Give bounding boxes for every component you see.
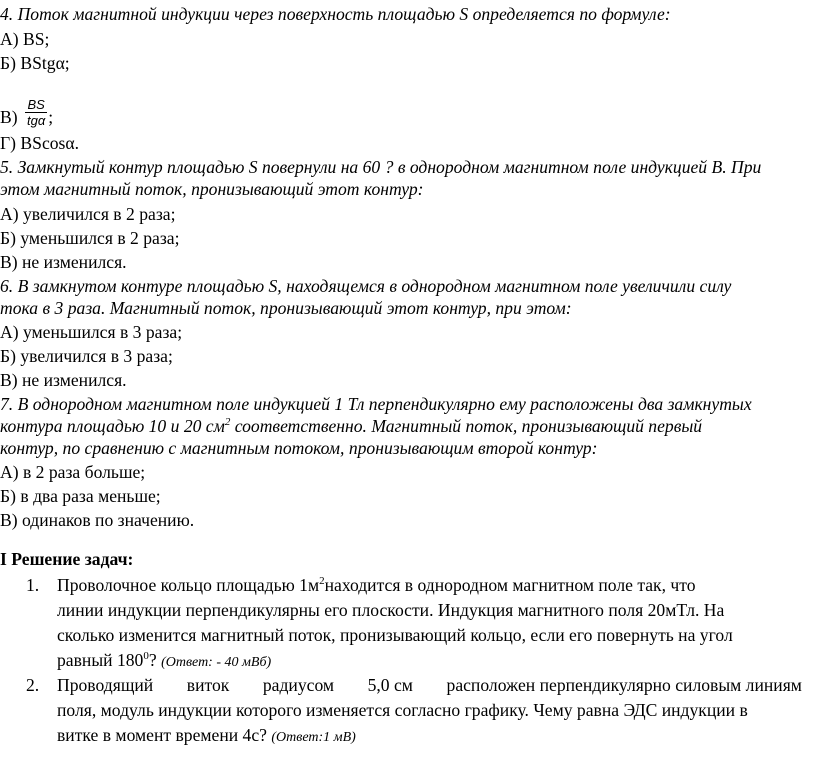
q7-superscript: 2 xyxy=(224,416,231,429)
q5-question-line-2: этом магнитный поток, пронизывающий этот контур: xyxy=(0,179,424,199)
q7-question-line-2 xyxy=(0,416,702,436)
section-heading: I Решение задач: xyxy=(0,549,134,569)
problem-2-word-3: радиусом xyxy=(262,675,335,695)
q7-option-b: Б) в два раза меньше; xyxy=(0,486,161,506)
q6-question-line-1: 6. В замкнутом контуре площадью S, находящемся в однородном магнитном поле увеличили силу xyxy=(0,276,732,296)
problem-2-word-4: 5,0 см xyxy=(367,675,413,695)
problem-2-word-1: Проводящий xyxy=(57,675,154,695)
q4-option-a: А) BS; xyxy=(0,29,50,49)
problem-1-degree-superscript: 0 xyxy=(143,650,149,663)
q6-option-a: А) уменьшился в 3 раза; xyxy=(0,322,183,342)
problem-1-line-1-end: находится в однородном магнитном поле так, что xyxy=(324,575,696,595)
q6-question-line-2: тока в 3 раза. Магнитный поток, пронизывающий этот контур, при этом: xyxy=(0,298,572,318)
problem-2-line-2: поля, модуль индукции которого изменяется согласно графику. Чему равна ЭДС индукции в xyxy=(57,700,748,720)
fraction-denominator: tgα xyxy=(27,113,46,128)
q5-option-a: А) увеличился в 2 раза; xyxy=(0,204,176,224)
q7-option-c: В) одинаков по значению. xyxy=(0,510,195,530)
problem-1-answer: (Ответ: - 40 мВб) xyxy=(161,655,272,670)
problem-2-word-2: виток xyxy=(186,675,230,695)
q5-option-b: Б) уменьшился в 2 раза; xyxy=(0,228,180,248)
problem-1-line-2: линии индукции перпендикулярны его плоскости. Индукция магнитного поля 20мТл. На xyxy=(57,600,725,620)
q4-option-c xyxy=(0,97,54,134)
q4-formula-fraction xyxy=(25,98,47,128)
q4-option-c-label: В) xyxy=(0,107,18,128)
q7-question-line-1: 7. В однородном магнитном поле индукцией 1 Тл перпендикулярно ему расположены два замкнутых xyxy=(0,394,752,414)
q5-option-c: В) не изменился. xyxy=(0,252,127,272)
problem-1-line-4-end: ? xyxy=(148,650,157,670)
q7-line-2-end: соответственно. Магнитный поток, пронизывающий первый xyxy=(230,416,703,436)
q7-question-line-3: контур, по сравнению с магнитным потоком, пронизывающим второй контур: xyxy=(0,438,598,458)
q5-question-line-1: 5. Замкнутый контур площадью S повернули на 60 ? в однородном магнитном поле индукцией В. При xyxy=(0,157,762,177)
q7-option-a: А) в 2 раза больше; xyxy=(0,462,146,482)
q4-question: 4. Поток магнитной индукции через поверхность площадью S определяется по формуле: xyxy=(0,4,671,24)
problem-2-line-3 xyxy=(57,725,356,748)
q6-option-b: Б) увеличился в 3 раза; xyxy=(0,346,173,366)
problem-2-word-5: расположен перпендикулярно силовым линиям xyxy=(446,675,802,695)
problem-1-line-3: сколько изменится магнитный поток, пронизывающий кольцо, если его повернуть на угол xyxy=(57,625,733,645)
problem-1-superscript: 2 xyxy=(319,575,325,588)
problem-2-answer: (Ответ:1 мВ) xyxy=(271,730,356,745)
problem-2-number: 2. xyxy=(26,675,40,695)
q6-option-c: В) не изменился. xyxy=(0,370,127,390)
problem-2-line-3-text: витке в момент времени 4с? xyxy=(57,725,267,745)
problem-1-line-1-start: Проволочное кольцо площадью 1м xyxy=(57,575,320,595)
problem-2-line-1 xyxy=(57,675,802,695)
fraction-numerator: BS xyxy=(25,98,47,113)
problem-1-line-1 xyxy=(57,575,696,595)
q4-option-b: Б) BStgα; xyxy=(0,53,70,73)
problem-1-line-4 xyxy=(57,650,271,673)
fraction-suffix: ; xyxy=(48,107,54,128)
problem-1-line-4-start: равный 180 xyxy=(57,650,144,670)
q7-line-2-start: контура площадью 10 и 20 см xyxy=(0,416,225,436)
problem-1-number: 1. xyxy=(26,575,40,595)
q4-option-d: Г) BScosα. xyxy=(0,133,80,153)
